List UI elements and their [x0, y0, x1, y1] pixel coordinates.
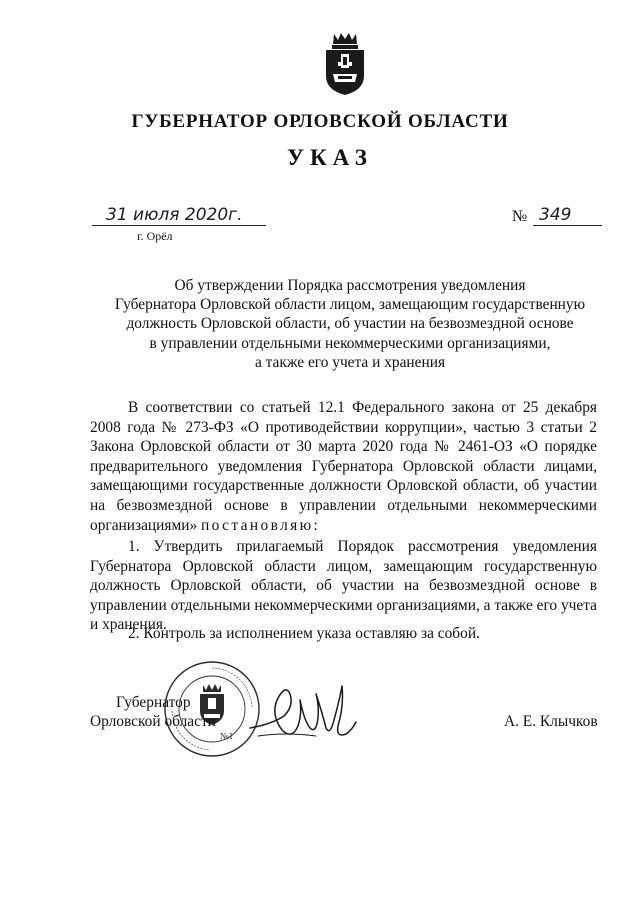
handwritten-signature: [246, 676, 358, 746]
issuer-heading: ГУБЕРНАТОР ОРЛОВСКОЙ ОБЛАСТИ: [131, 111, 509, 132]
preamble-paragraph: [90, 398, 597, 535]
title-line: в управлении отдельными некоммерческими организациями,: [149, 334, 551, 352]
document-type: УКАЗ: [287, 145, 373, 170]
handwritten-number: 349: [533, 205, 602, 226]
title-line: а также его учета и хранения: [254, 353, 446, 371]
preamble-text: В соответствии со статьей 12.1 Федерального закона от 25 декабря 2008 года № 273-ФЗ «О противодействии коррупции», частью 3 статьи 2 Закона Орловской области от 30 марта 2020 года № 2461-ОЗ «О порядке предварительного уведомления Губернатора Орловской области лицами, замещающими государственные должности Орловской области, об участии на безвозмездной основе в управлении отдельными некоммерческими организациями»: [90, 399, 597, 534]
handwritten-date: 31 июля 2020г.: [92, 205, 266, 226]
signatory-name: А. Е. Клычков: [504, 713, 598, 730]
title-line: Об утверждении Порядка рассмотрения уведомления: [174, 277, 526, 294]
number-label: №: [512, 208, 528, 225]
title-line: Губернатора Орловской области лицом, замещающим государственную: [114, 296, 586, 314]
seal-number: №1: [220, 731, 234, 741]
coat-of-arms-emblem: [322, 30, 368, 96]
item-2-paragraph: 2. Контроль за исполнением указа оставляю за собой.: [128, 625, 480, 642]
decree-word: постановляю:: [201, 516, 321, 534]
signatory-position-line1: Губернатор: [116, 694, 191, 711]
issue-city: г. Орёл: [137, 229, 173, 243]
title-line: должность Орловской области, об участии на безвозмездной основе: [126, 315, 574, 333]
item-1-paragraph: 1. Утвердить прилагаемый Порядок рассмотрения уведомления Губернатора Орловской области лицом, замещающим государственную должность Орловской области, об участии на безвозмездной основе в управлении отдельными некоммерческими организациями, а также его учета и хранения.: [90, 538, 597, 634]
document-title: [90, 276, 610, 372]
signatory-position-line2: Орловской области: [90, 713, 216, 730]
